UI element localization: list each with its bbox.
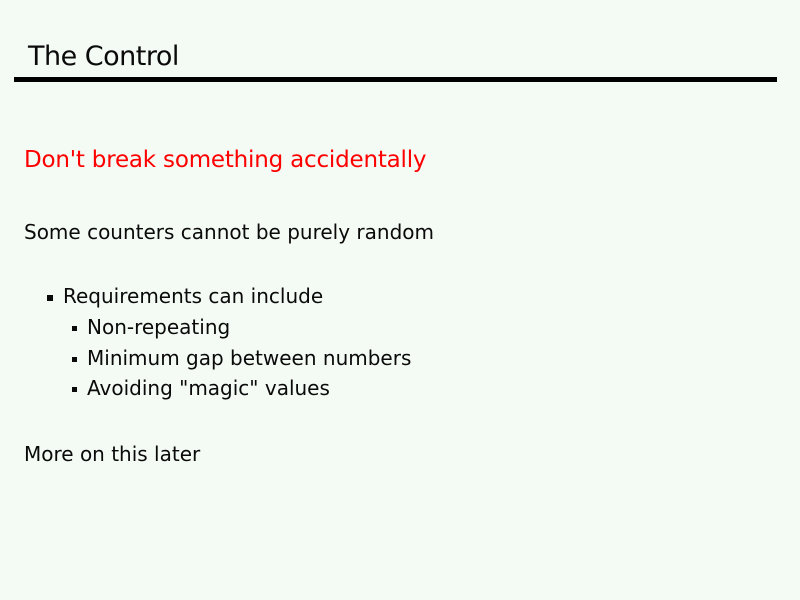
bullet-square-icon (72, 357, 77, 362)
bullet-square-icon (72, 326, 77, 331)
footer-text: More on this later (24, 442, 201, 466)
list-item-label: Minimum gap between numbers (87, 346, 412, 370)
list-item (72, 347, 411, 370)
intro-text: Some counters cannot be purely random (24, 220, 434, 244)
title-underline-rule (14, 77, 777, 82)
bullet-square-icon (47, 295, 53, 301)
list-item-label: Requirements can include (63, 284, 324, 308)
list-item (72, 377, 330, 400)
slide-title: The Control (28, 41, 179, 72)
bullet-square-icon (72, 387, 77, 392)
slide-heading: Don't break something accidentally (24, 147, 427, 173)
list-item (47, 285, 323, 308)
list-item-label: Avoiding "magic" values (87, 376, 330, 400)
list-item-label: Non-repeating (87, 315, 231, 339)
list-item (72, 316, 230, 339)
